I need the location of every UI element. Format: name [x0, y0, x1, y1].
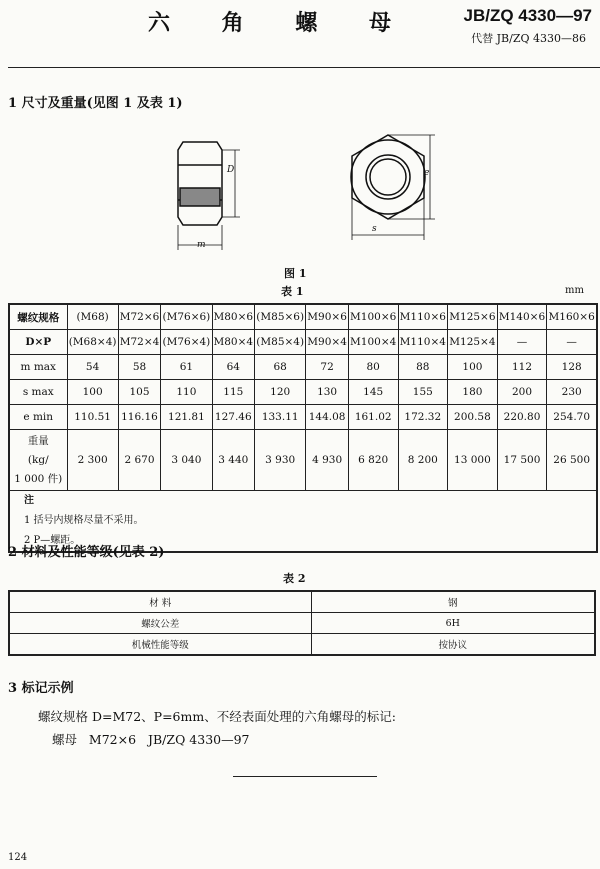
table-cell: 145 [348, 380, 398, 405]
table-cell: 按协议 [311, 634, 595, 656]
standard-number: JB/ZQ 4330—97 [463, 6, 592, 25]
row-header: 螺纹规格 [9, 304, 67, 330]
table-cell: 6H [311, 613, 595, 634]
table-1-title: 表 1 [281, 285, 304, 298]
table-cell: 8 200 [398, 430, 448, 491]
table-cell: 17 500 [497, 430, 547, 491]
table-cell: 127.46 [212, 405, 255, 430]
page-number: 124 [8, 852, 28, 863]
unit-label: mm [565, 285, 584, 296]
table-cell: 130 [306, 380, 349, 405]
table-cell: M80×6 [212, 304, 255, 330]
table-cell: 116.16 [118, 405, 161, 430]
table-cell: 3 040 [161, 430, 212, 491]
figure-1-drawing [150, 120, 450, 260]
table-cell: 115 [212, 380, 255, 405]
table-row [9, 330, 597, 355]
table-cell: 110 [161, 380, 212, 405]
table-cell: 2 300 [67, 430, 118, 491]
table-cell: 133.11 [255, 405, 306, 430]
table-cell: 105 [118, 380, 161, 405]
table-row [9, 304, 597, 330]
table-cell: 2 670 [118, 430, 161, 491]
label-e: e [424, 168, 430, 178]
table-cell: 200.58 [448, 405, 498, 430]
table-1 [8, 303, 598, 553]
table-cell: — [547, 330, 597, 355]
table-cell: 161.02 [348, 405, 398, 430]
table-cell: 120 [255, 380, 306, 405]
table-cell: 72 [306, 355, 349, 380]
document-title: 六 角 螺 母 [148, 10, 413, 36]
table-cell: 220.80 [497, 405, 547, 430]
table-cell: 172.32 [398, 405, 448, 430]
table-cell: (M76×4) [161, 330, 212, 355]
table-cell: 144.08 [306, 405, 349, 430]
table-cell: (M85×6) [255, 304, 306, 330]
table-cell: 100 [67, 380, 118, 405]
table-row [9, 613, 595, 634]
table-cell: 80 [348, 355, 398, 380]
table-cell: 钢 [311, 591, 595, 613]
table-row [9, 591, 595, 613]
end-rule [233, 776, 377, 777]
table-cell: 121.81 [161, 405, 212, 430]
table-cell: (M85×4) [255, 330, 306, 355]
table-cell: 128 [547, 355, 597, 380]
table-cell: 155 [398, 380, 448, 405]
table-cell: M125×4 [448, 330, 498, 355]
table-cell: M100×6 [348, 304, 398, 330]
label-m: m [197, 240, 206, 250]
table-cell: M100×4 [348, 330, 398, 355]
table-cell: 螺纹公差 [9, 613, 311, 634]
figure-caption: 图 1 [284, 267, 307, 280]
row-header-line: 重量 [27, 434, 49, 447]
table-cell: (M68) [67, 304, 118, 330]
table-cell: 6 820 [348, 430, 398, 491]
table-cell: 230 [547, 380, 597, 405]
table-cell: M140×6 [497, 304, 547, 330]
note-item: 1 括号内规格尽量不采用。 [24, 515, 144, 526]
row-header [9, 430, 67, 491]
table-cell: 112 [497, 355, 547, 380]
table-cell: 机械性能等级 [9, 634, 311, 656]
table-cell: 13 000 [448, 430, 498, 491]
table-cell: 110.51 [67, 405, 118, 430]
table-cell: (M76×6) [161, 304, 212, 330]
row-header-line: 1 000 件) [14, 472, 63, 485]
table-cell: M110×4 [398, 330, 448, 355]
label-D: D [227, 165, 235, 175]
replaces-standard: 代替 JB/ZQ 4330—86 [471, 32, 586, 45]
table-row [9, 380, 597, 405]
table-cell: 3 440 [212, 430, 255, 491]
table-cell: M160×6 [547, 304, 597, 330]
table-cell: M110×6 [398, 304, 448, 330]
row-header: D×P [9, 330, 67, 355]
row-header: m max [9, 355, 67, 380]
table-cell: M90×4 [306, 330, 349, 355]
table-cell: (M68×4) [67, 330, 118, 355]
table-cell: 61 [161, 355, 212, 380]
table-cell: 254.70 [547, 405, 597, 430]
table-cell: 88 [398, 355, 448, 380]
table-cell: 54 [67, 355, 118, 380]
marking-description: 螺纹规格 D=M72、P=6mm、不经表面处理的六角螺母的标记: [38, 709, 396, 724]
table-2-title: 表 2 [283, 572, 306, 585]
table-row [9, 634, 595, 656]
table-cell: M72×4 [118, 330, 161, 355]
table-cell: M125×6 [448, 304, 498, 330]
table-cell: 4 930 [306, 430, 349, 491]
table-cell: 68 [255, 355, 306, 380]
table-cell: 180 [448, 380, 498, 405]
marking-example: 螺母 M72×6 JB/ZQ 4330—97 [52, 732, 250, 747]
note-item: 2 P—螺距。 [24, 535, 81, 546]
table-cell: — [497, 330, 547, 355]
table-row [9, 430, 597, 491]
table-cell: M90×6 [306, 304, 349, 330]
row-header: s max [9, 380, 67, 405]
label-s: s [372, 224, 377, 234]
table-cell: 3 930 [255, 430, 306, 491]
table-row [9, 405, 597, 430]
table-2 [8, 590, 596, 656]
table-cell: 100 [448, 355, 498, 380]
table-cell: 58 [118, 355, 161, 380]
section-3-heading: 3 标记示例 [8, 681, 74, 696]
table-cell: 200 [497, 380, 547, 405]
note-heading: 注 [24, 495, 34, 506]
header-rule [8, 67, 600, 68]
table-cell: 26 500 [547, 430, 597, 491]
table-row [9, 355, 597, 380]
section-1-heading: 1 尺寸及重量(见图 1 及表 1) [8, 96, 183, 111]
table-cell: M72×6 [118, 304, 161, 330]
section-2-heading: 2 材料及性能等级(见表 2) [8, 545, 165, 560]
table-cell: 材 料 [9, 591, 311, 613]
table-cell: M80×4 [212, 330, 255, 355]
row-header-line: (kg/ [27, 453, 49, 466]
row-header: e min [9, 405, 67, 430]
table-cell: 64 [212, 355, 255, 380]
